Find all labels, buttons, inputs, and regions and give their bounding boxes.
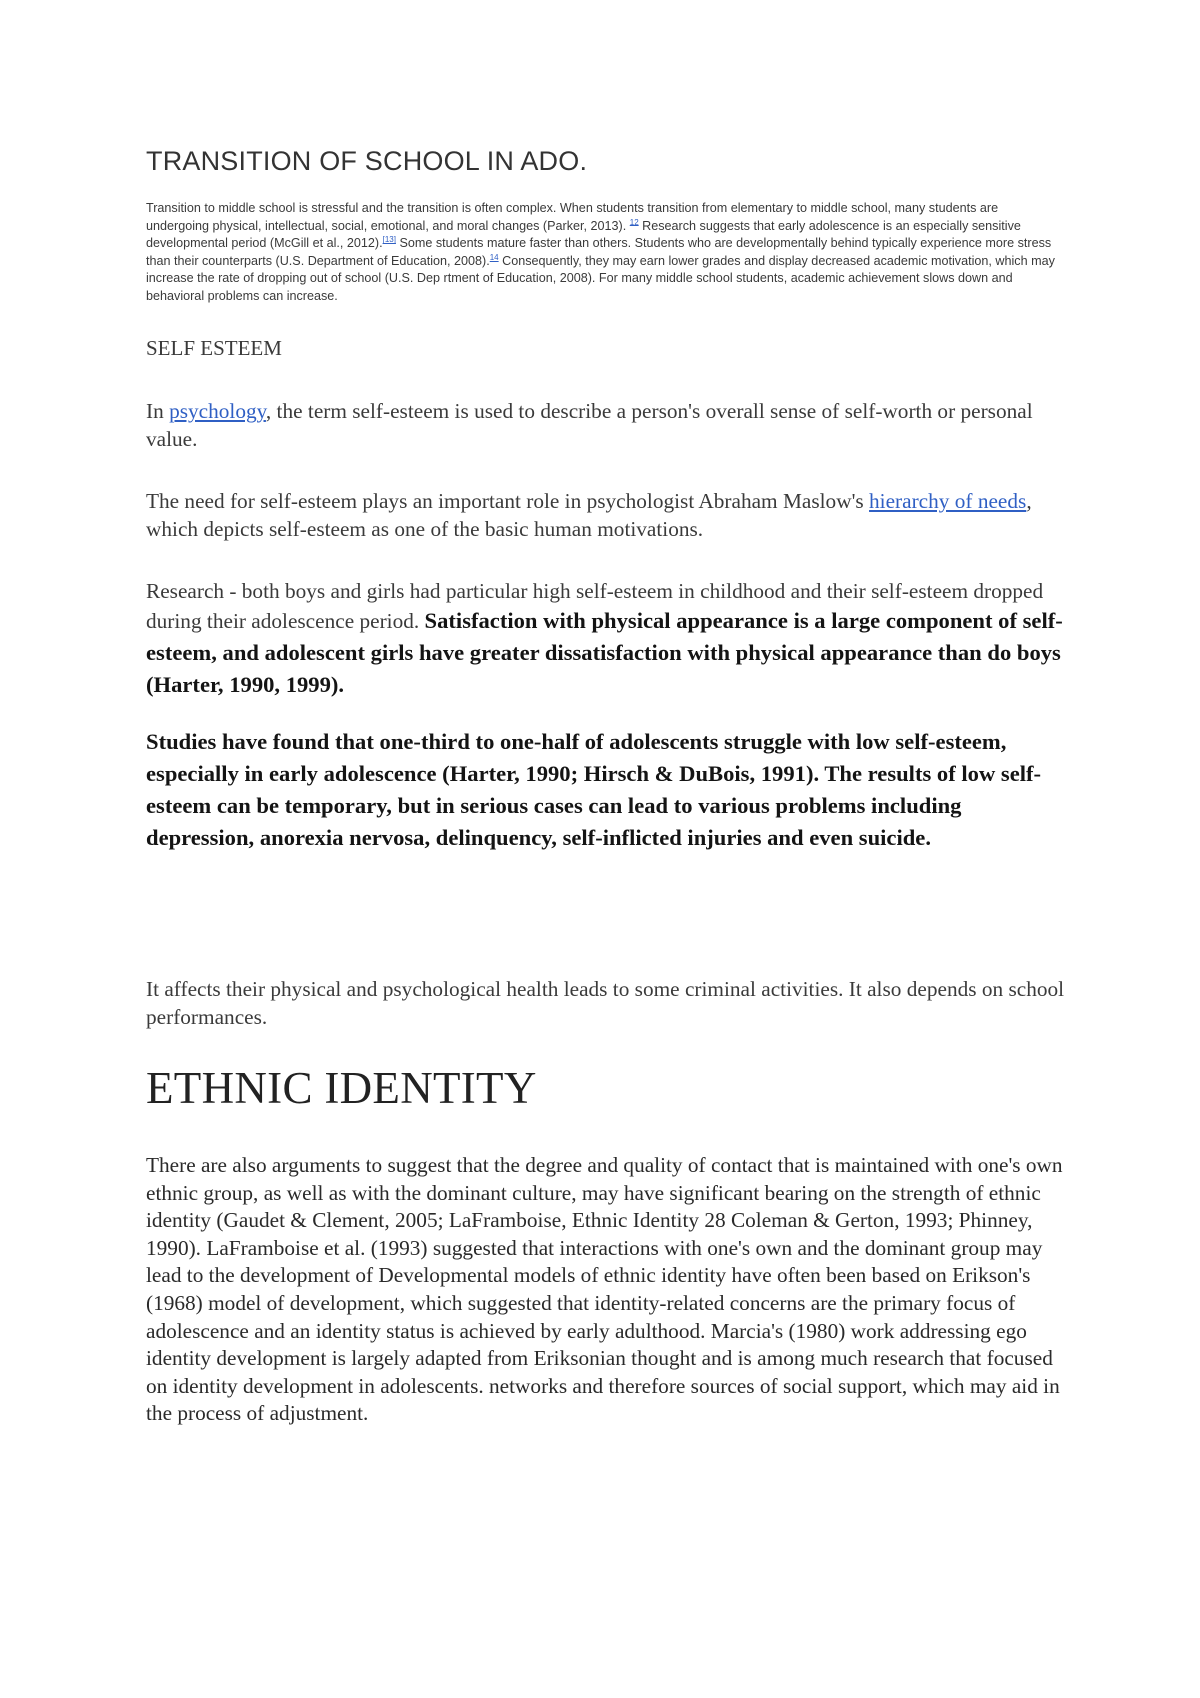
citation-ref-13[interactable]: [13] bbox=[382, 235, 396, 244]
maslow-text-before: The need for self-esteem plays an important role in psychologist Abraham Maslow's bbox=[146, 489, 870, 513]
research-bold-text: Satisfaction with physical appearance is a large component of self-esteem, and adolescent girls have greater dissatisfaction with physical appearance than do boys (Harter, 1990, 1999). bbox=[146, 608, 1063, 697]
transition-paragraph bbox=[146, 200, 1064, 306]
maslow-text-after: , which depicts self-esteem as one of the basic human motivations. bbox=[146, 489, 1032, 541]
definition-text-after: , the term self-esteem is used to describe a person's overall sense of self-worth or personal value. bbox=[146, 399, 1033, 451]
transition-text-1: Transition to middle school is stressful and the transition is often complex. When students transition from elementary to middle school, many students are undergoing physical, intellectual, social, emotional, and moral changes (Parker, 2013). bbox=[146, 201, 999, 233]
research-plain-text: Research - both boys and girls had particular high self-esteem in childhood and their self-esteem dropped during their adolescence period. bbox=[146, 579, 1044, 633]
transition-text-2: Research suggests that early adolescence is an especially sensitive developmental period (McGill et al., 2012). bbox=[146, 218, 1021, 251]
citation-ref-12[interactable]: 12 bbox=[629, 217, 639, 227]
transition-text-4: Consequently, they may earn lower grades and display decreased academic motivation, which may increase the rate of dropping out of school (U.S. Dep rtment of Education, 2008). For many middle school students, academic achievement slows down and behavioral problems can increase. bbox=[146, 253, 1055, 303]
hierarchy-of-needs-link[interactable]: hierarchy of needs bbox=[869, 489, 1027, 513]
self-esteem-heading: SELF ESTEEM bbox=[146, 336, 282, 360]
maslow-paragraph bbox=[146, 487, 1066, 543]
ethnic-identity-heading: ETHNIC IDENTITY bbox=[146, 1063, 537, 1113]
research-paragraph bbox=[146, 577, 1066, 701]
affects-paragraph: It affects their physical and psychological health leads to some criminal activities. It also depends on school performances. bbox=[146, 977, 1065, 1029]
transition-text-3: Some students mature faster than others. Students who are developmentally behind typically experience more stress than their counterparts (U.S. Department of Education, 2008). bbox=[146, 236, 1052, 268]
psychology-link[interactable]: psychology bbox=[169, 399, 266, 423]
definition-text-before: In bbox=[146, 399, 170, 423]
studies-paragraph: Studies have found that one-third to one-half of adolescents struggle with low self-esteem, especially in early adolescence (Harter, 1990; Hirsch & DuBois, 1991). The results of low self-esteem can be temporary, but in serious cases can lead to various problems including depression, anorexia nervosa, delinquency, self-inflicted injuries and even suicide. bbox=[146, 729, 1042, 850]
ethnic-identity-paragraph: There are also arguments to suggest that the degree and quality of contact that is maintained with one's own ethnic group, as well as with the dominant culture, may have significant bearing on the strength of ethnic identity (Gaudet & Clement, 2005; LaFramboise, Ethnic Identity 28 Coleman & Gerton, 1993; Phinney, 1990). LaFramboise et al. (1993) suggested that interactions with one's own and the dominant group may lead to the development of Developmental models of ethnic identity have often been based on Erikson's (1968) model of development, which suggested that identity-related concerns are the primary focus of adolescence and an identity status is achieved by early adulthood. Marcia's (1980) work addressing ego identity development is largely adapted from Eriksonian thought and is among much research that focused on identity development in adolescents. networks and therefore sources of social support, which may aid in the process of adjustment. bbox=[146, 1153, 1063, 1426]
citation-ref-14[interactable]: 14 bbox=[489, 252, 499, 262]
self-esteem-definition-paragraph bbox=[146, 397, 1066, 453]
transition-heading: TRANSITION OF SCHOOL IN ADO. bbox=[146, 146, 588, 176]
